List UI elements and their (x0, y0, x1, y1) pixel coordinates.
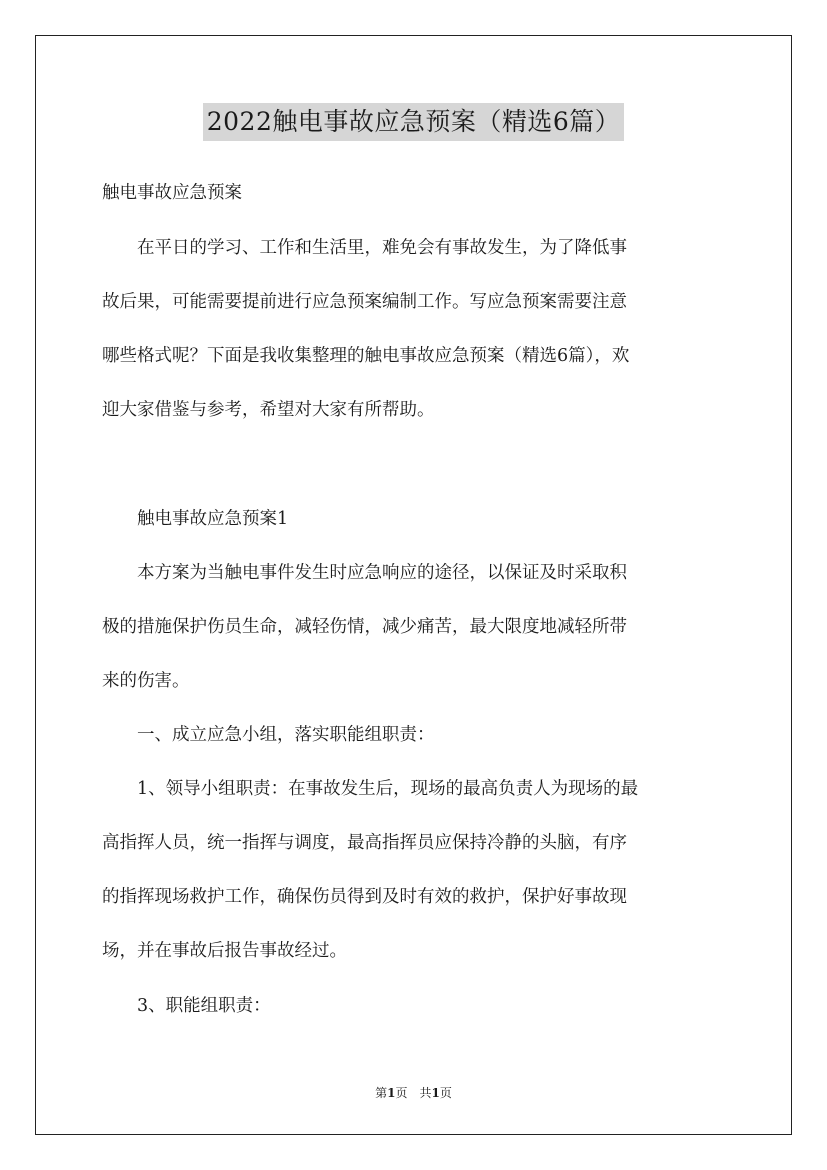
intro-line: 故后果，可能需要提前进行应急预案编制工作。写应急预案需要注意 (102, 292, 627, 312)
item3-heading (102, 979, 727, 1033)
item1-line: 1、领导小组职责：在事故发生后，现场的最高负责人为现场的最 (102, 779, 639, 799)
document-title: 2022触电事故应急预案（精选6篇） (203, 103, 625, 141)
intro-line: 迎大家借鉴与参考，希望对大家有所帮助。 (102, 400, 435, 420)
item1-line: 场，并在事故后报告事故经过。 (102, 941, 347, 961)
page-current: 1 (387, 1086, 396, 1100)
item-heading-line: 一、成立应急小组，落实职能组职责： (102, 725, 435, 745)
page-mid: 页 共 (395, 1086, 432, 1100)
intro-line: 在平日的学习、工作和生活里，难免会有事故发生，为了降低事 (102, 238, 627, 258)
section1-heading (102, 492, 727, 546)
page-prefix: 第 (375, 1086, 388, 1100)
section1-line: 来的伤害。 (102, 671, 190, 691)
page-suffix: 页 (439, 1086, 452, 1100)
intro-paragraph (102, 221, 727, 437)
page-footer (0, 1083, 827, 1103)
title-container (0, 103, 827, 141)
item-heading-1 (102, 708, 727, 762)
intro-line: 哪些格式呢？下面是我收集整理的触电事故应急预案（精选6篇），欢 (102, 346, 630, 366)
document-subtitle (102, 166, 727, 220)
section1-line: 本方案为当触电事件发生时应急响应的途径，以保证及时采取积 (102, 563, 627, 583)
subtitle-line: 触电事故应急预案 (102, 183, 242, 203)
item3-line: 3、职能组职责： (102, 996, 271, 1016)
item1-line: 高指挥人员，统一指挥与调度，最高指挥员应保持冷静的头脑，有序 (102, 833, 627, 853)
page-total: 1 (431, 1086, 440, 1100)
section1-paragraph (102, 546, 727, 708)
section1-heading-line: 触电事故应急预案1 (102, 509, 289, 529)
section1-line: 极的措施保护伤员生命，减轻伤情，减少痛苦，最大限度地减轻所带 (102, 617, 627, 637)
item1-line: 的指挥现场救护工作，确保伤员得到及时有效的救护，保护好事故现 (102, 887, 627, 907)
item1-paragraph (102, 762, 727, 978)
